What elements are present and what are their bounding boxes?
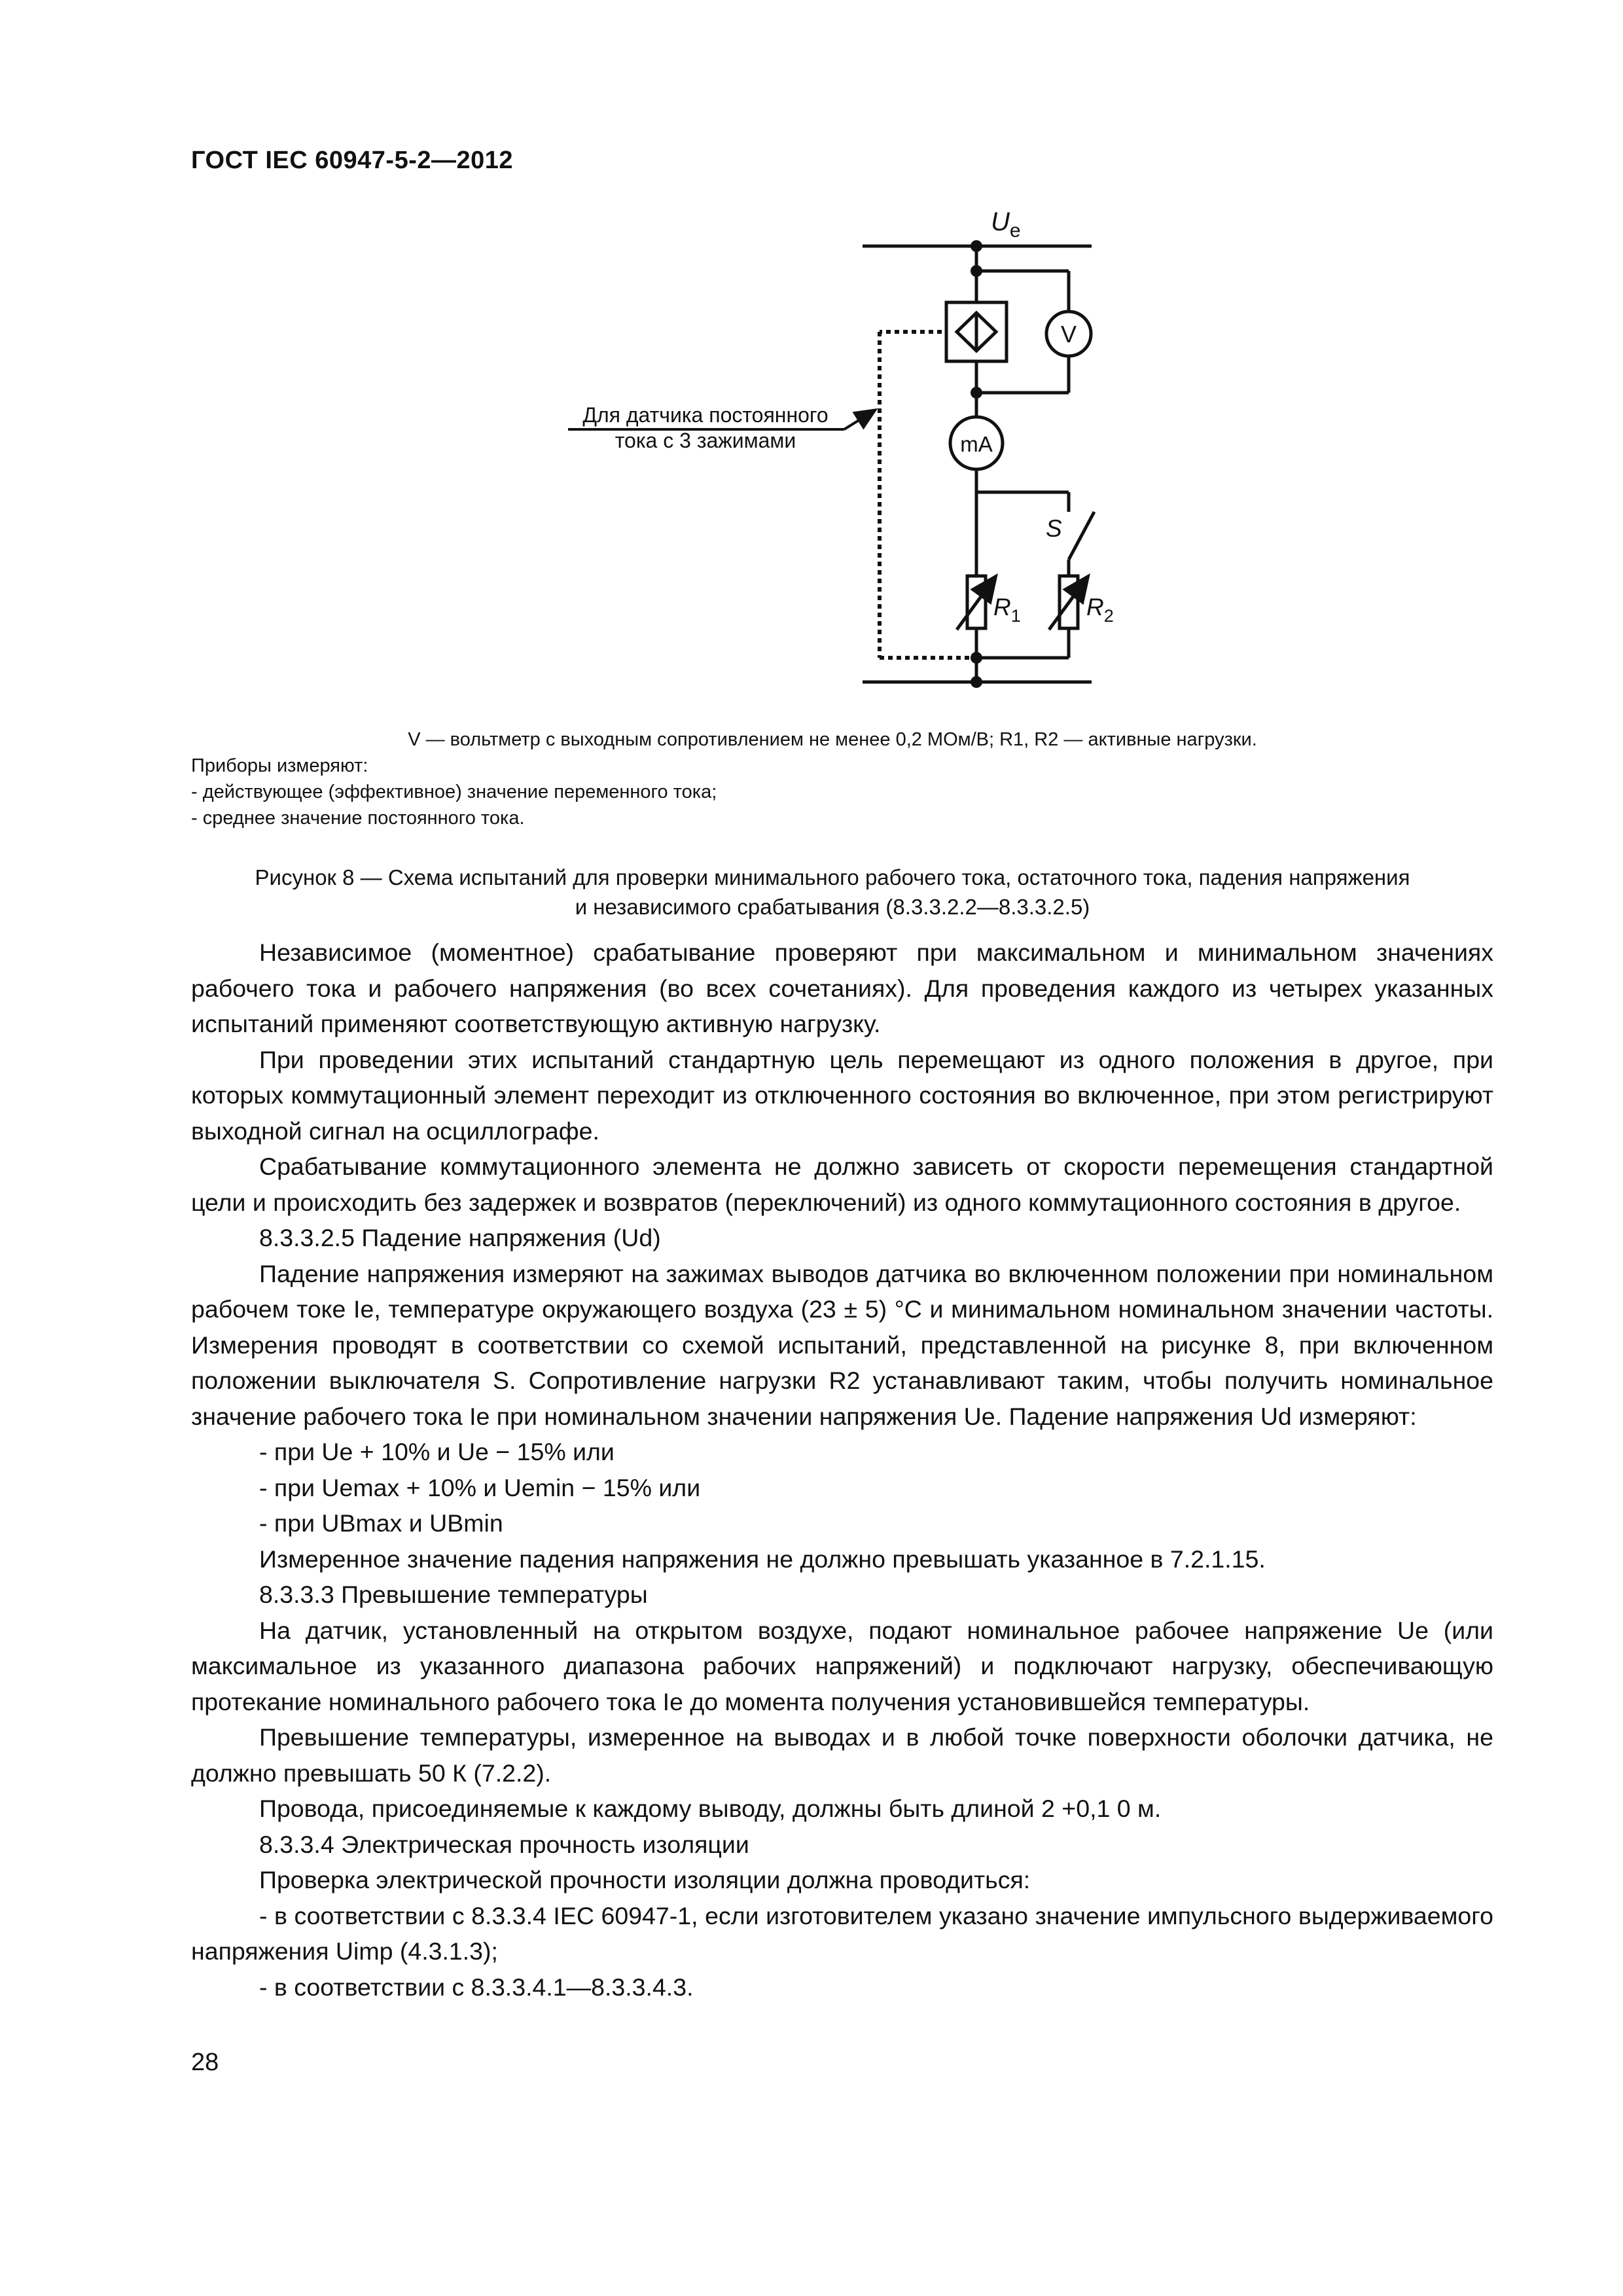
r1-label: $R_1$ bbox=[993, 594, 1021, 626]
figure-legend bbox=[191, 726, 1474, 831]
paragraph: Измеренное значение падения напряжения не должно превышать указанное в 7.2.1.15. bbox=[259, 1545, 1266, 1573]
caption-line: Рисунок 8 — Схема испытаний для проверки минимального рабочего тока, остаточного тока, падения напряжения bbox=[255, 865, 1410, 889]
paragraph: Превышение температуры, измеренное на выводах и в любой точке поверхности оболочки датчика, не должно превышать 50 К (7.2.2). bbox=[191, 1723, 1493, 1787]
switch-s-label: S bbox=[1046, 515, 1062, 542]
voltmeter-icon bbox=[1046, 312, 1091, 356]
list-item: - в соответствии с 8.3.3.4 IEC 60947-1, если изготовителем указано значение импульсного выдерживаемого напряжения Uimp (4.3.1.3); bbox=[191, 1901, 1493, 1965]
body-text bbox=[191, 935, 1493, 2005]
paragraph: Независимое (моментное) срабатывание проверяют при максимальном и минимальном значениях рабочего тока и рабочего напряжения (во всех сочетаниях). Для проведения каждого из четырех указанных испытаний применяют соответствующую активную нагрузку. bbox=[191, 939, 1493, 1037]
junction-dot bbox=[971, 240, 982, 252]
variable-resistor-r2-icon bbox=[1049, 576, 1088, 630]
milliammeter-icon bbox=[950, 417, 1003, 469]
paragraph: Провода, присоединяемые к каждому выводу, должны быть длиной 2 +0,1 0 м. bbox=[259, 1795, 1162, 1822]
sensor-symbol-icon bbox=[946, 302, 1007, 361]
caption-line: и независимого срабатывания (8.3.3.2.2—8.3.3.2.5) bbox=[575, 895, 1090, 919]
svg-text:mA: mA bbox=[960, 432, 993, 456]
svg-text:V: V bbox=[1060, 321, 1077, 348]
r2-label: $R_2$ bbox=[1086, 594, 1114, 626]
paragraph: На датчик, установленный на открытом воздухе, подают номинальное рабочее напряжение Ue (или максимальное из указанного диапазона рабочих напряжений) и подключают нагрузку, обеспечивающую протекание номинального рабочего тока Ie до момента получения установившейся температуры. bbox=[191, 1616, 1493, 1715]
legend-line: Приборы измеряют: bbox=[191, 755, 368, 776]
paragraph: Проверка электрической прочности изоляции должна проводиться: bbox=[259, 1866, 1031, 1893]
section-heading: 8.3.3.2.5 Падение напряжения (Ud) bbox=[259, 1224, 661, 1251]
variable-resistor-r1-icon bbox=[957, 576, 996, 630]
list-item: - при Uemax + 10% и Uemin − 15% или bbox=[259, 1473, 701, 1501]
section-heading: 8.3.3.3 Превышение температуры bbox=[259, 1581, 648, 1608]
legend-line: V — вольтметр с выходным сопротивлением не менее 0,2 МОм/В; R1, R2 — активные нагрузки. bbox=[408, 729, 1257, 750]
dc-sensor-note-arrow bbox=[844, 410, 876, 429]
page-header: ГОСТ IEC 60947-5-2—2012 bbox=[191, 147, 514, 174]
legend-line: - действующее (эффективное) значение переменного тока; bbox=[191, 781, 717, 802]
dc-three-wire-dotted-line bbox=[880, 332, 976, 658]
paragraph: Срабатывание коммутационного элемента не должно зависеть от скорости перемещения стандартной цели и происходить без задержек и возвратов (переключений) из одного коммутационного состояния в другое. bbox=[191, 1153, 1493, 1216]
legend-line: - среднее значение постоянного тока. bbox=[191, 808, 525, 829]
junction-dot bbox=[971, 652, 982, 664]
switch-s-icon bbox=[1069, 512, 1094, 560]
list-item: - при Ue + 10% и Ue − 15% или bbox=[259, 1438, 615, 1465]
paragraph: Падение напряжения измеряют на зажимах выводов датчика во включенном положении при номинальном рабочем токе Ie, температуре окружающего воздуха (23 ± 5) °С и минимальном номинальном значении частоты. Измерения проводят в соответствии со схемой испытаний, представленной на рисунке 8, при включенном положении выключателя S. Сопротивление нагрузки R2 устанавливают таким, чтобы получить номинальное значение рабочего тока Ie при номинальном значении напряжения Ue. Падение напряжения Ud измеряют: bbox=[191, 1259, 1493, 1430]
section-heading: 8.3.3.4 Электрическая прочность изоляции bbox=[259, 1830, 749, 1858]
junction-dot bbox=[971, 265, 982, 277]
junction-dot bbox=[971, 676, 982, 688]
page-number: 28 bbox=[191, 2049, 219, 2076]
ue-label: $U_e$ bbox=[991, 207, 1021, 242]
paragraph: При проведении этих испытаний стандартную цель перемещают из одного положения в другое, при которых коммутационный элемент переходит из отключенного состояния во включенное, при этом регистрируют выходной сигнал на осциллографе. bbox=[191, 1045, 1493, 1145]
junction-dot bbox=[971, 387, 982, 399]
figure-caption bbox=[191, 863, 1474, 922]
dc-sensor-note-line2: тока с 3 зажимами bbox=[615, 429, 796, 452]
list-item: - в соответствии с 8.3.3.4.1—8.3.3.4.3. bbox=[259, 1973, 694, 2001]
dc-sensor-note-line1: Для датчика постоянного bbox=[582, 403, 829, 427]
test-circuit-diagram bbox=[0, 0, 1623, 733]
list-item: - при UBmax и UBmin bbox=[259, 1509, 503, 1537]
